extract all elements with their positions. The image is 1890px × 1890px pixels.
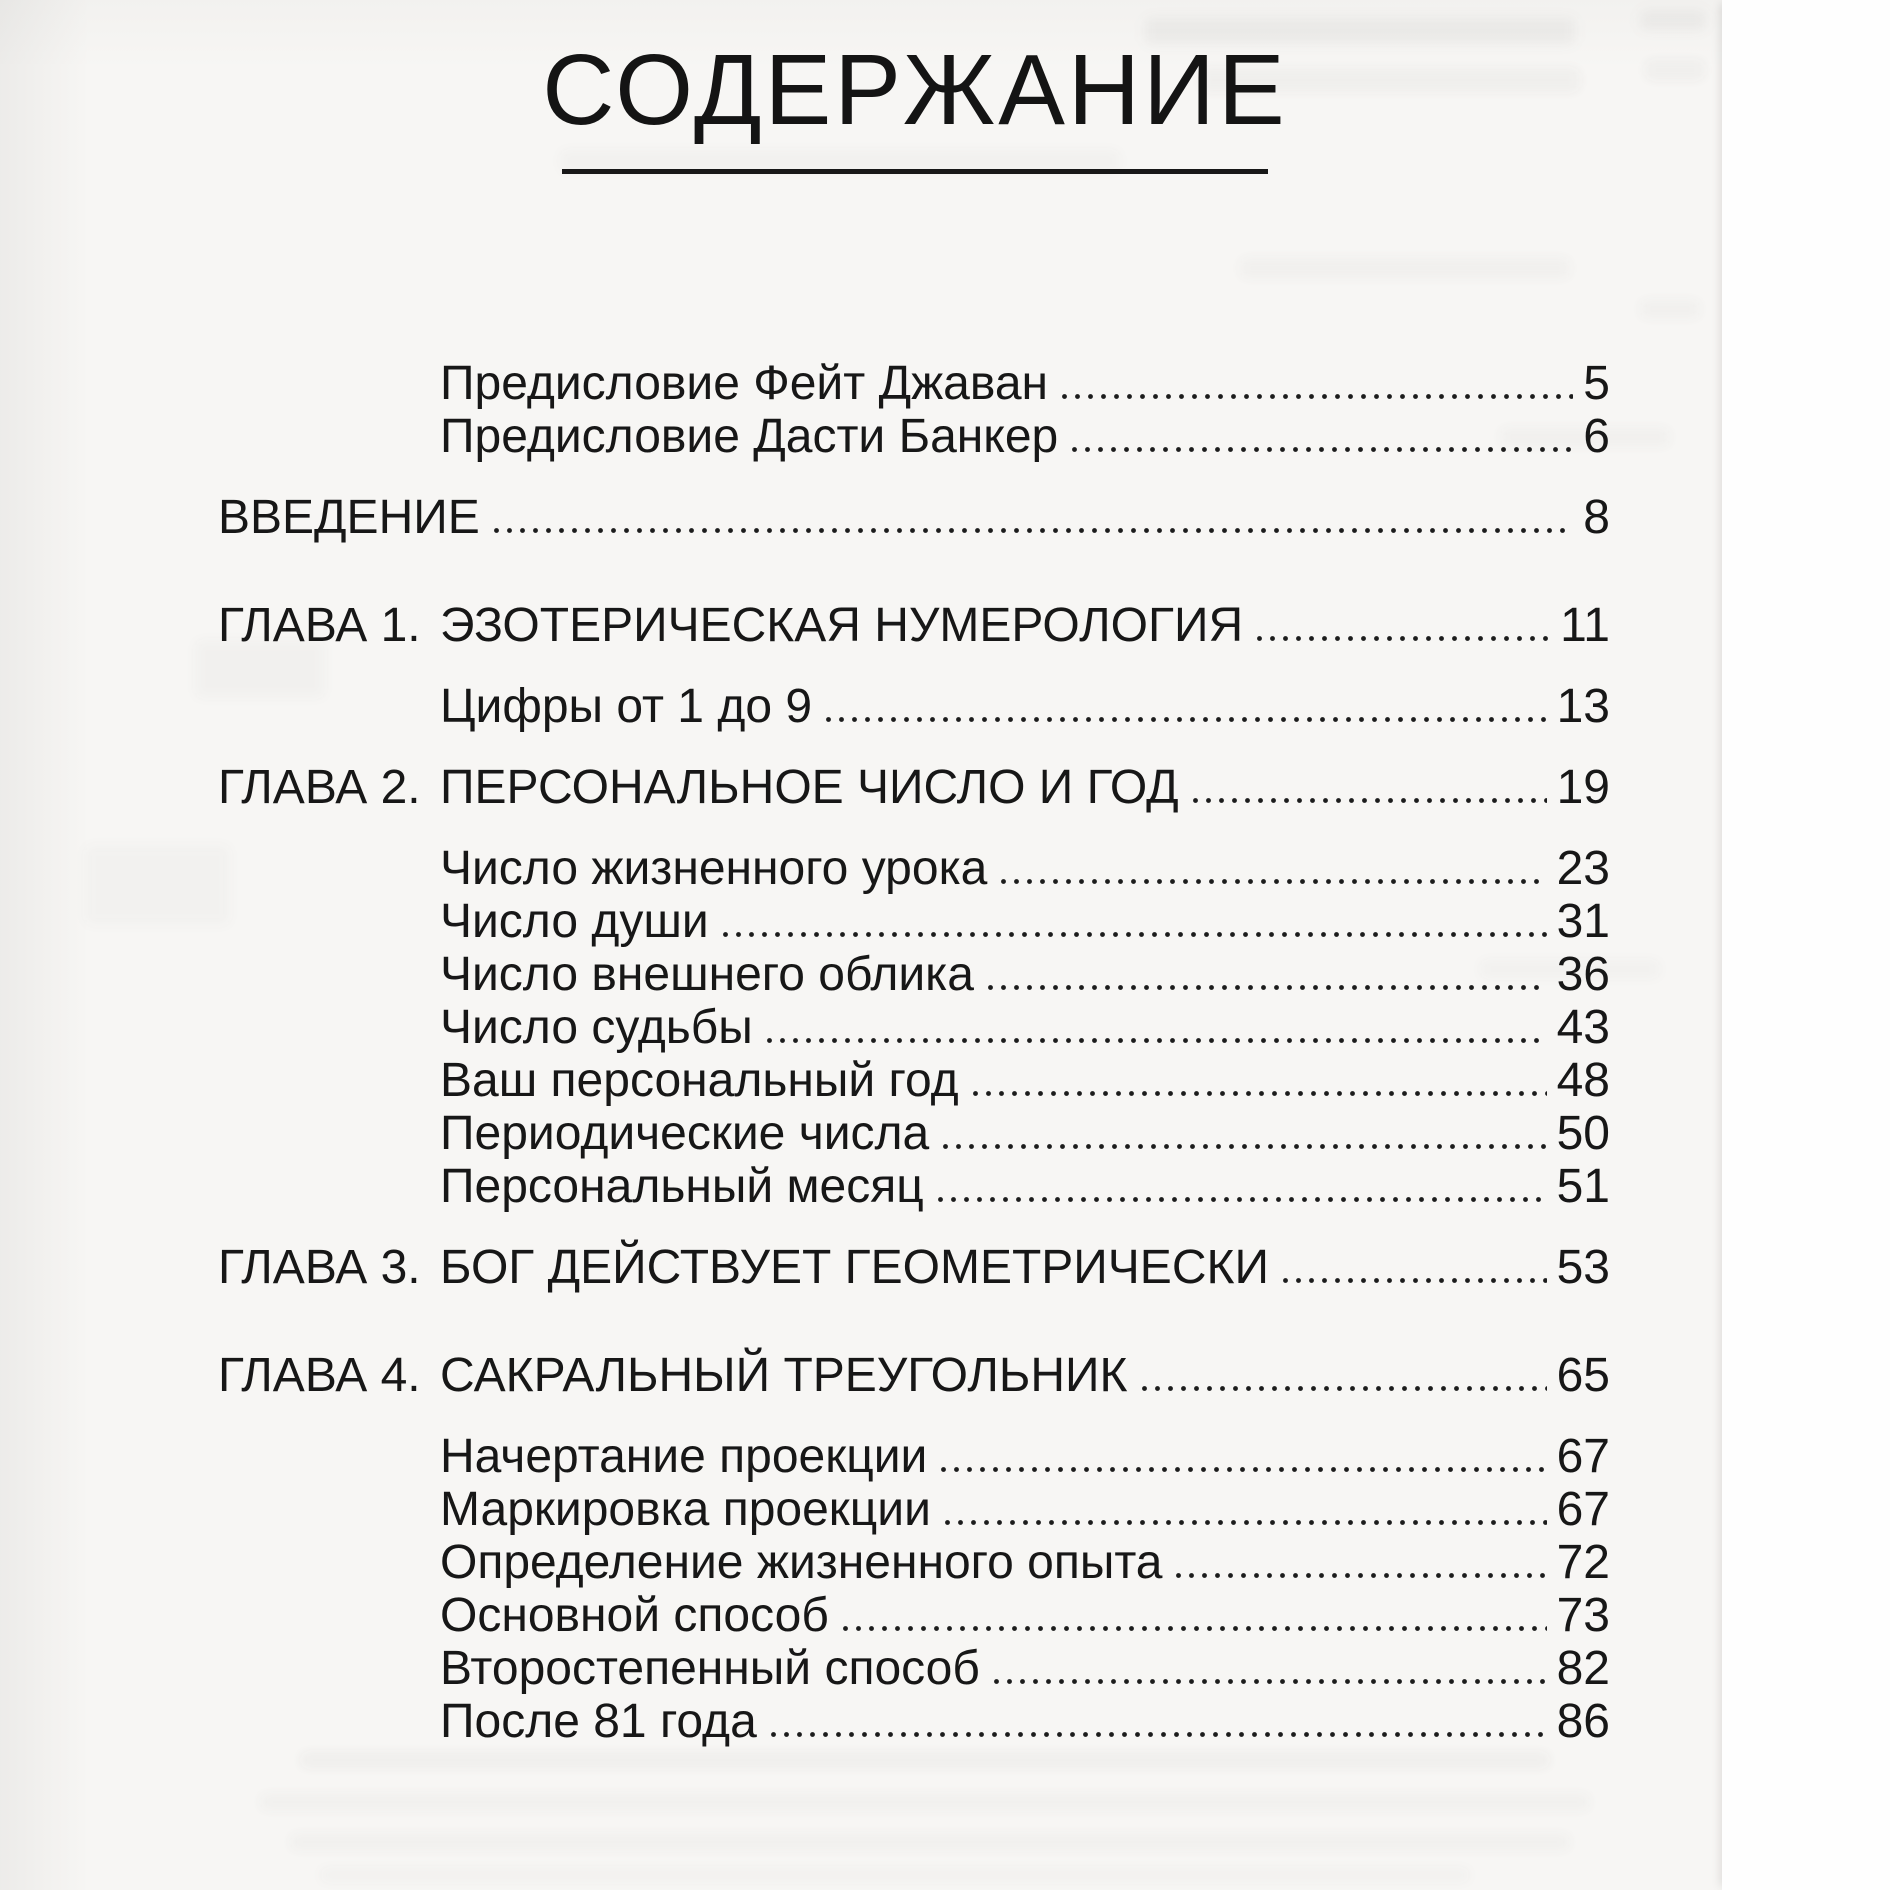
scan-page-edge [1722,0,1890,1890]
entry-title: ПЕРСОНАЛЬНОЕ ЧИСЛО И ГОД [440,761,1179,814]
toc-row [218,1536,1610,1589]
page-number: 50 [1556,1107,1610,1160]
toc-row [218,1001,1610,1054]
bleedthrough-smudge [1240,258,1570,278]
entry-title: Число души [440,895,709,948]
entry-title: Число жизненного урока [440,842,988,895]
entry-title: Персональный месяц [440,1160,924,1213]
page-number: 73 [1556,1589,1610,1642]
page-number: 31 [1556,895,1610,948]
toc-row [218,1483,1610,1536]
toc-row [218,948,1610,1001]
toc-row-chapter [218,1241,1610,1294]
dotted-leader [771,1732,1547,1737]
dotted-leader [1193,798,1547,803]
toc-row [218,1695,1610,1748]
toc-row [218,357,1610,410]
dotted-leader [988,985,1547,990]
chapter-label: ГЛАВА 4. [218,1349,421,1402]
toc-row [218,491,1610,544]
toc-list [218,357,1610,1748]
bleedthrough-smudge [300,1752,1550,1768]
page-number: 51 [1556,1160,1610,1213]
entry-title: Маркировка проекции [440,1483,931,1536]
page-number: 67 [1556,1483,1610,1536]
toc-row [218,680,1610,733]
entry-title: Второстепенный способ [440,1642,980,1695]
dotted-leader [494,528,1574,533]
toc-row-chapter [218,761,1610,814]
dotted-leader [941,1467,1546,1472]
chapter-label: ГЛАВА 3. [218,1241,421,1294]
chapter-label: ГЛАВА 2. [218,761,421,814]
entry-title: Предисловие Дасти Банкер [440,410,1059,463]
page-number: 82 [1556,1642,1610,1695]
dotted-leader [1142,1386,1547,1391]
page-number: 53 [1556,1241,1610,1294]
bleedthrough-smudge [1640,300,1700,318]
dotted-leader [1072,447,1573,452]
entry-title: Число внешнего облика [440,948,974,1001]
page-number: 13 [1556,680,1610,733]
entry-title: Периодические числа [440,1107,930,1160]
dotted-leader [945,1520,1547,1525]
page-title: СОДЕРЖАНИЕ [542,34,1288,146]
chapter-label: ГЛАВА 1. [218,599,421,652]
entry-title: Ваш персональный год [440,1054,959,1107]
dotted-leader [826,717,1547,722]
dotted-leader [1062,394,1573,399]
page-number: 43 [1556,1001,1610,1054]
toc-row [218,1589,1610,1642]
toc-row [218,1054,1610,1107]
dotted-leader [1001,879,1546,884]
entry-title: САКРАЛЬНЫЙ ТРЕУГОЛЬНИК [440,1349,1128,1402]
entry-title: Предисловие Фейт Джаван [440,357,1049,410]
page-number: 19 [1556,761,1610,814]
toc-row [218,1107,1610,1160]
bleedthrough-smudge [320,1868,1470,1882]
dotted-leader [723,932,1547,937]
dotted-leader [1283,1278,1547,1283]
bleedthrough-smudge [260,1794,1590,1810]
toc-header [0,28,1890,174]
dotted-leader [938,1197,1547,1202]
entry-title: ЭЗОТЕРИЧЕСКАЯ НУМЕРОЛОГИЯ [440,599,1244,652]
entry-title: ВВЕДЕНИЕ [218,491,480,544]
toc-row [218,410,1610,463]
page-number: 67 [1556,1430,1610,1483]
toc-row [218,895,1610,948]
entry-title: Основной способ [440,1589,829,1642]
page-number: 65 [1556,1349,1610,1402]
entry-title: После 81 года [440,1695,757,1748]
page-number: 6 [1583,410,1610,463]
page-number: 5 [1583,357,1610,410]
entry-title: Определение жизненного опыта [440,1536,1163,1589]
toc-row [218,842,1610,895]
toc-row-chapter [218,599,1610,652]
page-number: 36 [1556,948,1610,1001]
bleedthrough-smudge [85,845,230,925]
dotted-leader [843,1626,1547,1631]
dotted-leader [973,1091,1547,1096]
entry-title: Цифры от 1 до 9 [440,680,813,733]
entry-title: БОГ ДЕЙСТВУЕТ ГЕОМЕТРИЧЕСКИ [440,1241,1269,1294]
bleedthrough-smudge [1640,10,1706,30]
dotted-leader [1257,636,1550,641]
page-number: 11 [1560,599,1610,652]
toc-row [218,1642,1610,1695]
entry-title: Начертание проекции [440,1430,928,1483]
dotted-leader [994,1679,1547,1684]
page-number: 86 [1556,1695,1610,1748]
page-number: 48 [1556,1054,1610,1107]
dotted-leader [1176,1573,1546,1578]
toc-row [218,1430,1610,1483]
entry-title: Число судьбы [440,1001,753,1054]
page-number: 8 [1583,491,1610,544]
bleedthrough-smudge [290,1834,1570,1850]
page-number: 72 [1556,1536,1610,1589]
toc-row [218,1160,1610,1213]
dotted-leader [767,1038,1547,1043]
title-underline [562,169,1268,174]
dotted-leader [943,1144,1546,1149]
page-number: 23 [1556,842,1610,895]
toc-row-chapter [218,1349,1610,1402]
